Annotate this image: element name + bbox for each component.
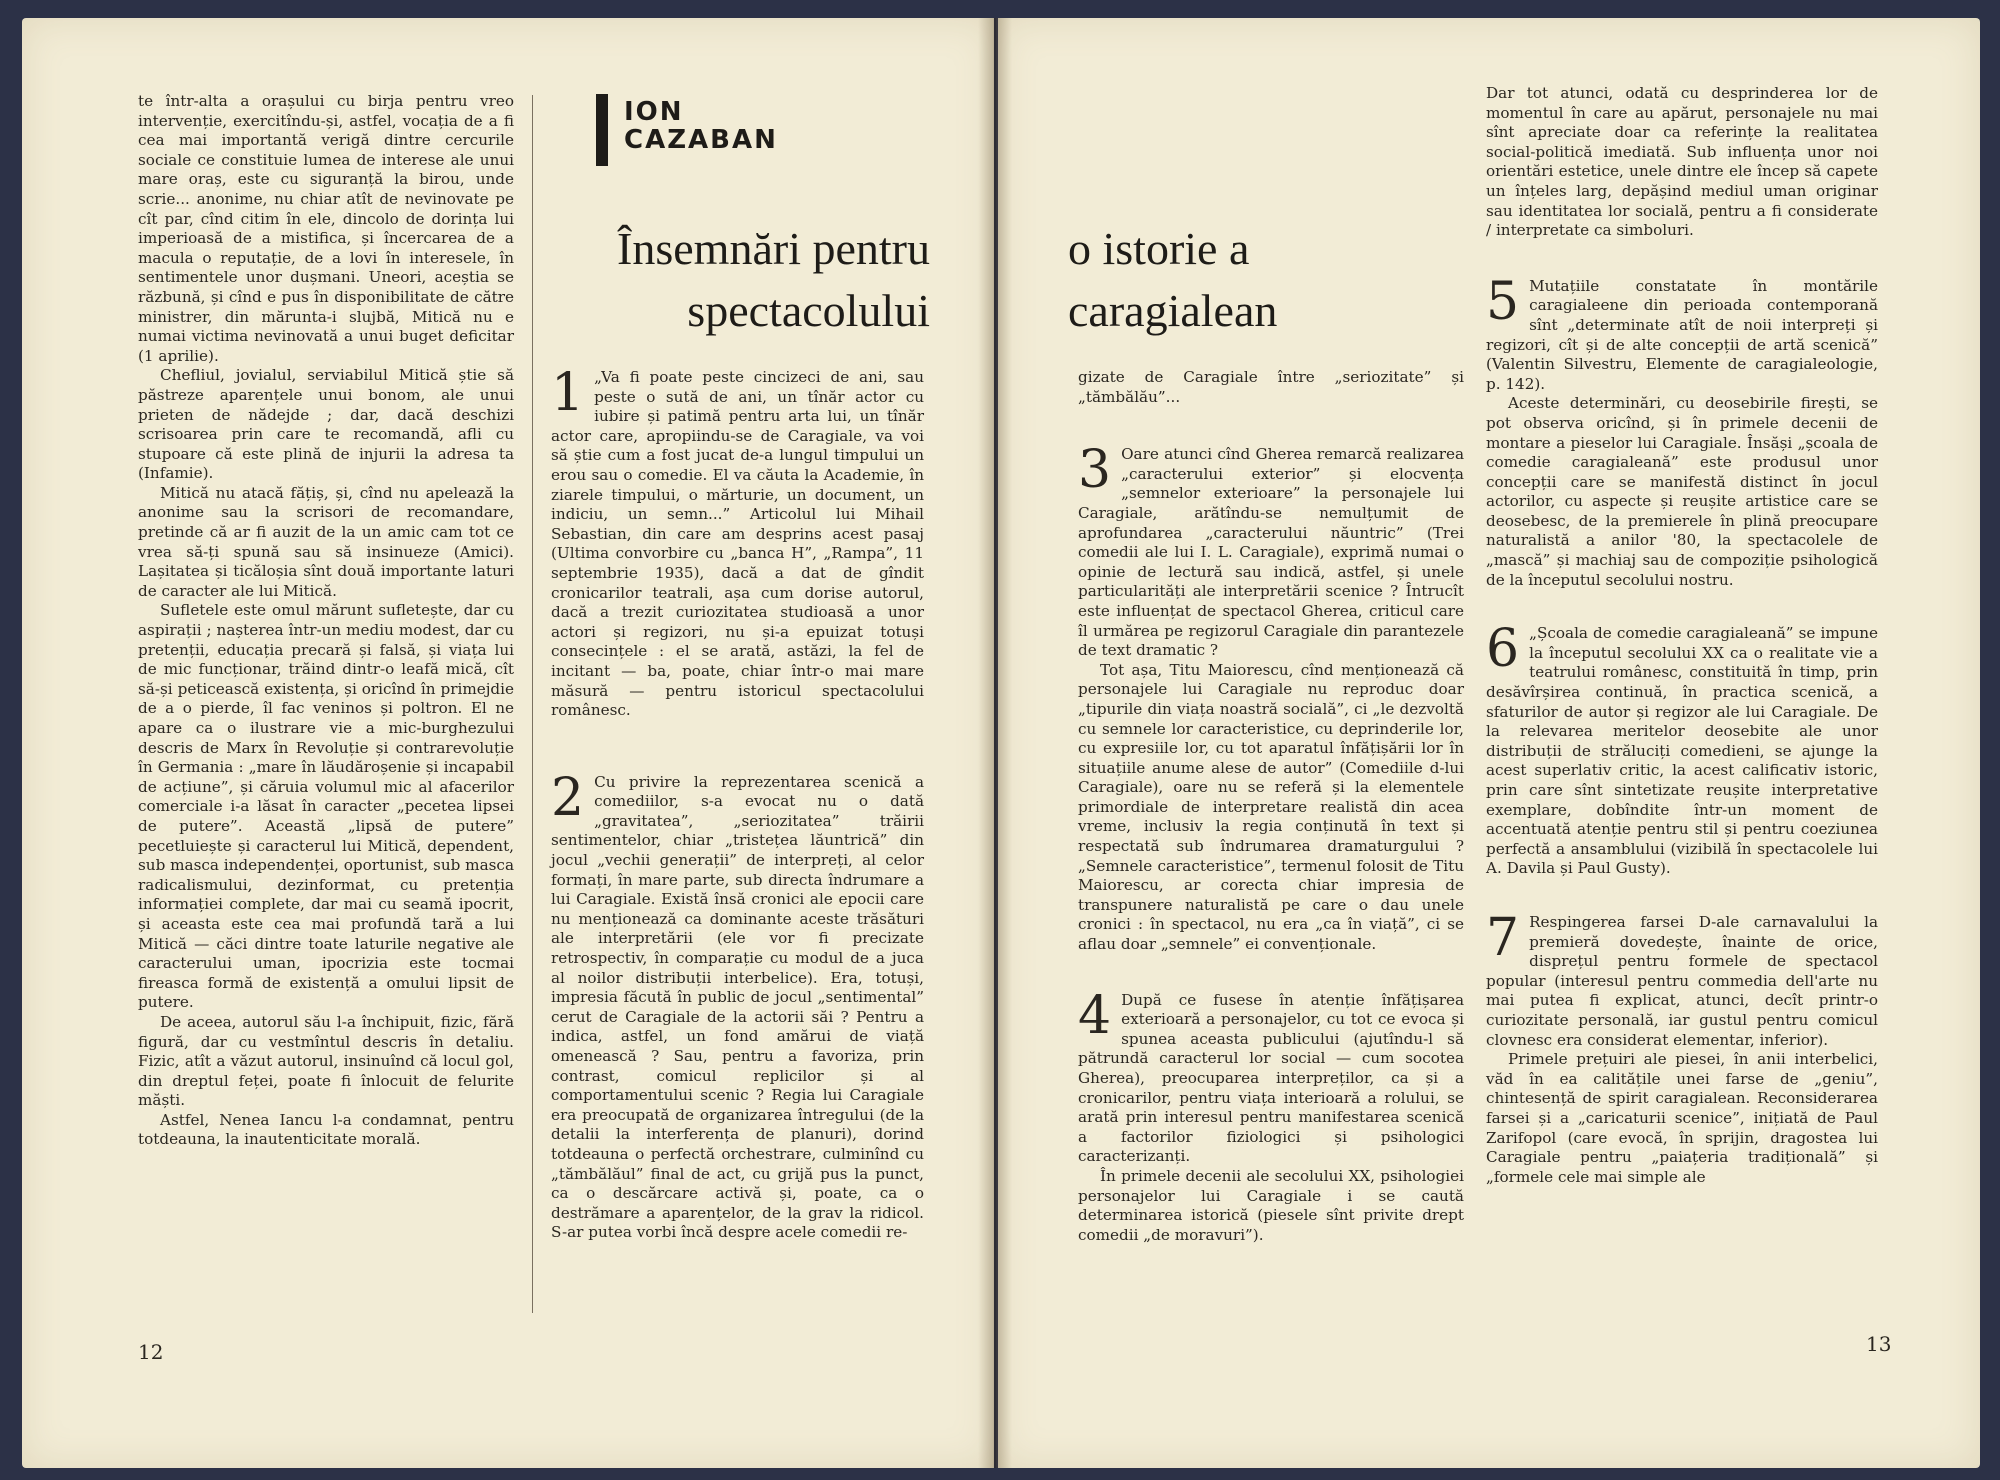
column-divider [532, 95, 533, 1313]
paragraph: Chefliul, jovialul, serviabilul Mitică știe să păstreze aparențele unui bonom, ale unui prieten de nădejde ; dar, dacă deschizi scrisoarea prin care te recomandă, afli cu stupoare că este plină de injurii la adresa ta (Infamie). [138, 366, 514, 483]
author-bar [596, 94, 608, 166]
paragraph: „Școala de comedie caragialeană” se impune la începutul secolului XX ca o realitate vie a teatrului românesc, constituită în timp, prin desăvîrșirea continuă, în practica scenică, a sfaturilor de autor și regizor ale lui Caragiale. De la relevarea meritelor deosebite ale unor distribuții de străluciți comedieni, se ajunge la acest superlativ critic, la acest calificativ istoric, prin care sînt sintetizate reușite interpretative exemplare, dobîndite într-un moment de accentuată atenție pentru stil și pentru coeziunea perfectă a ansamblului (vizibilă în spectacolele lui A. Davila și Paul Gusty). [1486, 624, 1878, 878]
paragraph: După ce fusese în atenție înfățișarea exterioară a personajelor, cu tot ce evoca și spunea aceasta publicului (ajutîndu-l să pătrundă caracterul lor social — cum socotea Gherea), preocuparea interpreților, ca și a cronicarilor, pentru viața interioară a rolului, se arată prin interesul pentru manifestarea scenică a factorilor fiziologici și psihologici caracterizanți. [1078, 990, 1464, 1166]
paragraph: Sufletele este omul mărunt sufletește, dar cu aspirații ; nașterea într-un mediu modest, dar cu pretenții, educația precară și falsă, și viața lui de mic funcționar, trăind dintr-o leafă mică, cît să-și peticească existența, și oricînd în primejdie de a o pierde, îl fac veninos și poltron. El ne apare ca o ilustrare vie a mic-burghezului descris de Marx în Revoluție și contrarevoluție în Germania : „mare în lăudăroșenie și incapabil de acțiune”, și căruia volumul mic al afacerilor comerciale i-a lăsat în caracter „pecetea lipsei de putere”. Această „lipsă de putere” pecetluiește și caracterul lui Mitică, dependent, sub masca independenței, oportunist, sub masca radicalismului, dezinformat, cu pretenția informației complete, dar mai cu seamă ipocrit, și aceasta este cea mai profundă tară a lui Mitică — căci dintre toate laturile negative ale caracterului uman, ipocrizia este tocmai fireasca formă de existență a omului lipsit de putere. [138, 601, 514, 1012]
section-7 [1486, 907, 1878, 1187]
paragraph: Cu privire la reprezentarea scenică a comediilor, s-a evocat nu o dată „gravitatea”, „seriozitatea” trăirii sentimentelor, chiar „tristețea lăuntrică” din jocul „vechii generații” de interpreți, al celor formați, în mare parte, sub directa îndrumare a lui Caragiale. Există însă cronici ale epocii care nu menționează ca dominante aceste trăsături ale interpretării (ele vor fi precizate retrospectiv, în comparație cu modul de a juca al noilor distribuții interbelice). Era, totuși, impresia făcută în public de jocul „sentimental” cerut de Caragiale de la actorii săi ? Pentru a indica, astfel, un fond amărui de viață omenească ? Sau, pentru a favoriza, prin contrast, comicul replicilor și al comportamentului scenic ? Regia lui Caragiale era preocupată de organizarea întregului (de la detalii la interferența de planuri), dorind totdeauna o perfectă orchestrare, culminînd cu „tămbălăul” final de act, cu grijă pus la punct, ca o descărcare activă și, poate, ca o destrămare a aparențelor, de la grav la ridicol. S-ar putea vorbi încă despre acele comedii re- [551, 772, 924, 1242]
author-name: ION CAZABAN [624, 97, 778, 155]
section-number: 1 [551, 363, 585, 423]
section-number: 3 [1078, 440, 1112, 501]
paragraph: Astfel, Nenea Iancu l-a condamnat, pentru totdeauna, la inautenticitate morală. [138, 1110, 514, 1149]
paragraph: Primele prețuiri ale piesei, în anii interbelici, văd în ea calitățile unei farse de „geniu”, chintesență de spirit caragialean. Reconsiderarea farsei și a „caricaturii scenice”, inițiată de Paul Zarifopol (care evocă, în sprijin, dragostea lui Caragiale pentru „paiațeria tradițională” și „formele cele mai simple ale [1486, 1050, 1878, 1186]
page-number-right: 13 [1866, 1332, 1892, 1356]
paragraph: Oare atunci cînd Gherea remarcă realizarea „caracterului exterior” și elocvența „semnelor exterioare” la personajele lui Caragiale, arătîndu-se nemulțumit de aprofundarea „caracterului năuntric” (Trei comedii ale lui I. L. Caragiale), exprimă numai o opinie de lectură sau indică, astfel, și unele particularități ale interpretării scenice ? Întrucît este influențat de spectacol Gherea, criticul care îl urmărea pe regizorul Caragiale din parantezele de text dramatic ? [1078, 445, 1464, 660]
paragraph: Aceste determinări, cu deosebirile firești, se pot observa oricînd, și în primele decenii de montare a pieselor lui Caragiale. Însăși „școala de comedie caragialeană” este produsul unor concepții care se manifestă distinct în jocul actorilor, cu aspecte și reușite artistice care se deosebesc, de la premierele în plină preocupare naturalistă a anilor '80, la spectacolele de „mască” și machiaj sau de compoziție psihologică de la începutul secolului nostru. [1486, 394, 1878, 589]
paragraph: Mutațiile constatate în montările caragialeene din perioada contemporană sînt „determinate atît de noii interpreți și regizori, cît și de alte concepții de artă scenică” (Valentin Silvestru, Elemente de caragialeologie, p. 142). [1486, 276, 1878, 393]
paragraph: Tot așa, Titu Maiorescu, cînd menționează că personajele lui Caragiale nu reproduc doar „tipurile din viața noastră socială”, ci „le dezvoltă cu semnele lor caracteristice, cu deprinderile lor, cu expresiile lor, cu tot aparatul înfățișării lor în situațiile anume alese de autor” (Comediile d-lui Caragiale), oare nu se referă și la elementele primordiale de interpretare realistă din acea vreme, inclusiv la regia conținută în text și respectată sub îndrumarea dramaturgului ? „Semnele caracteristice”, termenul folosit de Titu Maiorescu, ar corecta chiar impresia de transpunere naturalistă pe care o dau unele cronici : în spectacol, nu era „ca în viață”, ci se aflau doar „semnele” ei convenționale. [1078, 660, 1464, 954]
paragraph: Respingerea farsei D-ale carnavalului la premieră dovedește, înainte de orice, disprețul pentru formele de spectacol popular (interesul pentru commedia dell'arte nu mai putea fi explicat, atunci, decît printr-o curiozitate personală, iar gustul pentru comicul clovnesc era considerat elementar, inferior). [1486, 912, 1878, 1049]
middle-column [551, 363, 924, 1243]
paragraph: În primele decenii ale secolului XX, psihologiei personajelor lui Caragiale i se caută determinarea istorică (piesele sînt privite drept comedii „de moravuri”). [1078, 1166, 1464, 1244]
article-title-left: Însemnări pentru spectacolului [617, 223, 930, 336]
paragraph: gizate de Caragiale între „seriozitate” și „tămbălău”... [1078, 368, 1464, 406]
paragraph: De aceea, autorul său l-a închipuit, fizic, fără figură, dar cu vestmîntul descris în detaliu. Fizic, atît a văzut autorul, insinuînd că locul gol, din dreptul feței, poate fi înlocuit de felurite măști. [138, 1012, 514, 1110]
article-title-right: o istorie a caragialean [1068, 223, 1278, 336]
section-number: 2 [551, 767, 585, 828]
paragraph: Mitică nu atacă fățiș, și, cînd nu apelează la anonime sau la scrisori de recomandare, pretinde că ar fi auzit de la un amic cam tot ce vrea să-ți spună sau să insinueze (Amici). Lașitatea și ticăloșia sînt două importante laturi de caracter ale lui Mitică. [138, 483, 514, 600]
left-column [138, 92, 514, 1150]
paragraph: te într-alta a orașului cu birja pentru vreo intervenție, exercitîndu-și, astfel, vocația de a fi cea mai importantă verigă dintre cercurile sociale ce constituie lumea de interese ale unui mare oraș, este cu siguranță la birou, unde scrie... anonime, nu chiar atît de nevinovate pe cît par, cînd citim în ele, dincolo de dorința lui imperioasă de a mistifica, și încercarea de a macula o reputație, de a lovi în interesele, în sentimentele unor dușmani. Uneori, aceștia se răzbună, și cînd e pus în disponibilitate de către ministrer, din mărunta-i slujbă, Mitică nu e numai victima nevinovată a unui buget deficitar (1 aprilie). [138, 92, 514, 365]
right-column-a [1078, 368, 1464, 1245]
section-number: 4 [1078, 985, 1112, 1046]
right-column-b [1486, 84, 1878, 1187]
page-number-left: 12 [138, 1340, 164, 1364]
section-6 [1486, 619, 1878, 879]
section-number: 5 [1486, 271, 1520, 332]
section-number: 7 [1486, 907, 1520, 968]
section-4 [1078, 985, 1464, 1246]
section-3 [1078, 440, 1464, 954]
section-number: 6 [1486, 619, 1520, 680]
section-2 [551, 767, 924, 1243]
section-1 [551, 363, 924, 721]
section-5 [1486, 271, 1878, 591]
paragraph: „Va fi poate peste cincizeci de ani, sau peste o sută de ani, un tînăr actor cu iubire și patimă pentru arta lui, un tînăr actor care, apropiindu-se de Caragiale, va voi să știe cum a fost jucat de-a lungul timpului un erou sau o comedie. El va căuta la Academie, în ziarele timpului, o mărturie, un document, un indiciu, un semn...” Articolul lui Mihail Sebastian, din care am desprins acest pasaj (Ultima convorbire cu „banca H”, „Rampa”, 11 septembrie 1935), dacă a dat de gîndit cronicarilor teatrali, așa cum dorise autorul, dacă a trezit curiozitatea studioasă a unor actori și regizori, nu și-a epuizat totuși consecințele : el se arată, astăzi, la fel de incitant — ba, poate, chiar într-o mai mare măsură — pentru istoricul spectacolului românesc. [551, 368, 924, 720]
paragraph: Dar tot atunci, odată cu desprinderea lor de momentul în care au apărut, personajele nu mai sînt apreciate doar ca referințe la realitatea social-politică imediată. Sub influența unor noi orientări estetice, unele dintre ele încep să capete un înțeles larg, depășind mediul uman originar sau identitatea lor socială, pentru a fi considerate / interpretate ca simboluri. [1486, 84, 1878, 240]
